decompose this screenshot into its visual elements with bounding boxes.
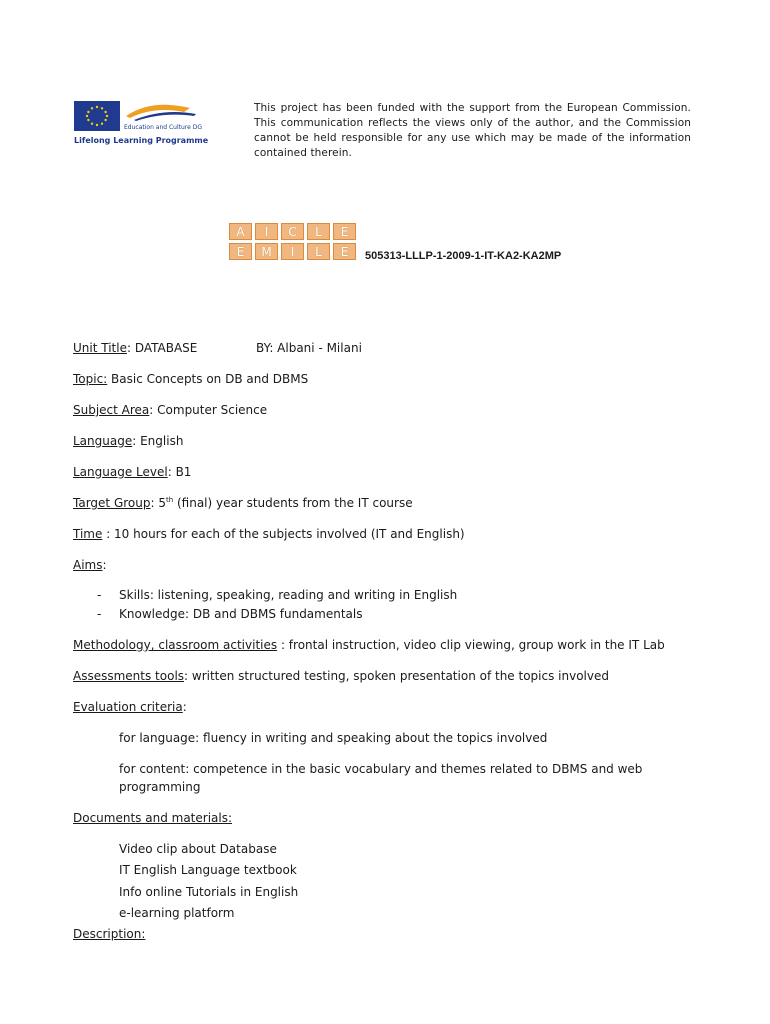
logo-tile: E xyxy=(333,243,356,260)
target-group-label: Target Group xyxy=(73,496,151,510)
target-group-value-rest: (final) year students from the IT course xyxy=(173,496,413,510)
language-line xyxy=(73,434,183,449)
eu-programme-text: Lifelong Learning Programme xyxy=(74,136,209,145)
evaluation-language: for language: fluency in writing and speaking about the topics involved xyxy=(119,731,548,745)
documents-item: Info online Tutorials in English xyxy=(119,885,299,899)
subject-area-line xyxy=(73,403,267,418)
unit-title-value: : DATABASE xyxy=(126,341,198,355)
unit-title-label: Unit Title xyxy=(73,341,127,355)
subject-area-value: : Computer Science xyxy=(149,403,268,417)
language-value: : English xyxy=(132,434,184,448)
methodology-line xyxy=(73,638,665,653)
logo-tile: A xyxy=(229,223,252,240)
eu-lifelong-learning-logo xyxy=(74,100,209,148)
documents-line xyxy=(73,811,232,826)
time-line xyxy=(73,527,465,542)
logo-tile: E xyxy=(229,243,252,260)
documents-item: Video clip about Database xyxy=(119,842,277,856)
documents-item: IT English Language textbook xyxy=(119,863,297,877)
eu-dg-text: Education and Culture DG xyxy=(124,124,202,131)
documents-item: e-learning platform xyxy=(119,906,235,920)
time-label: Time xyxy=(73,527,103,541)
assessment-value: : written structured testing, spoken presentation of the topics involved xyxy=(184,669,609,683)
aims-colon: : xyxy=(102,558,107,572)
bullet-dash: - xyxy=(97,588,102,602)
description-line xyxy=(73,927,145,942)
subject-area-label: Subject Area xyxy=(73,403,150,417)
assessment-label: Assessments tools xyxy=(73,669,185,683)
aicle-emile-logo xyxy=(229,223,359,263)
logo-tile: C xyxy=(281,223,304,240)
time-value: : 10 hours for each of the subjects involved (IT and English) xyxy=(102,527,465,541)
eu-flag-icon xyxy=(74,101,120,131)
target-group-value: : 5 xyxy=(150,496,166,510)
aims-item: Skills: listening, speaking, reading and writing in English xyxy=(119,588,458,602)
target-group-line xyxy=(73,496,413,511)
logo-tile: M xyxy=(255,243,278,260)
language-level-value: : B1 xyxy=(167,465,192,479)
topic-value: Basic Concepts on DB and DBMS xyxy=(107,372,309,386)
unit-title-line xyxy=(73,341,197,356)
logo-tile: L xyxy=(307,243,330,260)
aims-item: Knowledge: DB and DBMS fundamentals xyxy=(119,607,363,621)
logo-tile: E xyxy=(333,223,356,240)
documents-label: Documents and materials: xyxy=(73,811,233,825)
aims-line xyxy=(73,558,107,573)
project-code: 505313-LLLP-1-2009-1-IT-KA2-KA2MP xyxy=(365,250,562,262)
evaluation-content-continued: programming xyxy=(119,780,201,794)
language-level-line xyxy=(73,465,191,480)
topic-line xyxy=(73,372,308,387)
methodology-label: Methodology, classroom activities xyxy=(73,638,278,652)
authors: BY: Albani - Milani xyxy=(256,341,362,355)
evaluation-content: for content: competence in the basic vocabulary and themes related to DBMS and web xyxy=(119,762,643,776)
aims-label: Aims xyxy=(73,558,103,572)
logo-tile: I xyxy=(281,243,304,260)
language-label: Language xyxy=(73,434,133,448)
assessment-line xyxy=(73,669,609,684)
evaluation-line xyxy=(73,700,187,715)
language-level-label: Language Level xyxy=(73,465,168,479)
description-label: Description: xyxy=(73,927,146,941)
evaluation-label: Evaluation criteria xyxy=(73,700,183,714)
funding-disclaimer: This project has been funded with the support from the European Commission. This communication reflects the views only of the author, and the Commission cannot be held responsible for any use which may be made of the information contained therein. xyxy=(254,102,691,159)
methodology-value: : frontal instruction, video clip viewing, group work in the IT Lab xyxy=(277,638,665,652)
topic-label: Topic: xyxy=(73,372,108,386)
swoosh-icon xyxy=(124,100,200,122)
logo-tile: I xyxy=(255,223,278,240)
logo-tile: L xyxy=(307,223,330,240)
bullet-dash: - xyxy=(97,607,102,621)
evaluation-colon: : xyxy=(182,700,187,714)
target-group-superscript: th xyxy=(165,496,174,504)
